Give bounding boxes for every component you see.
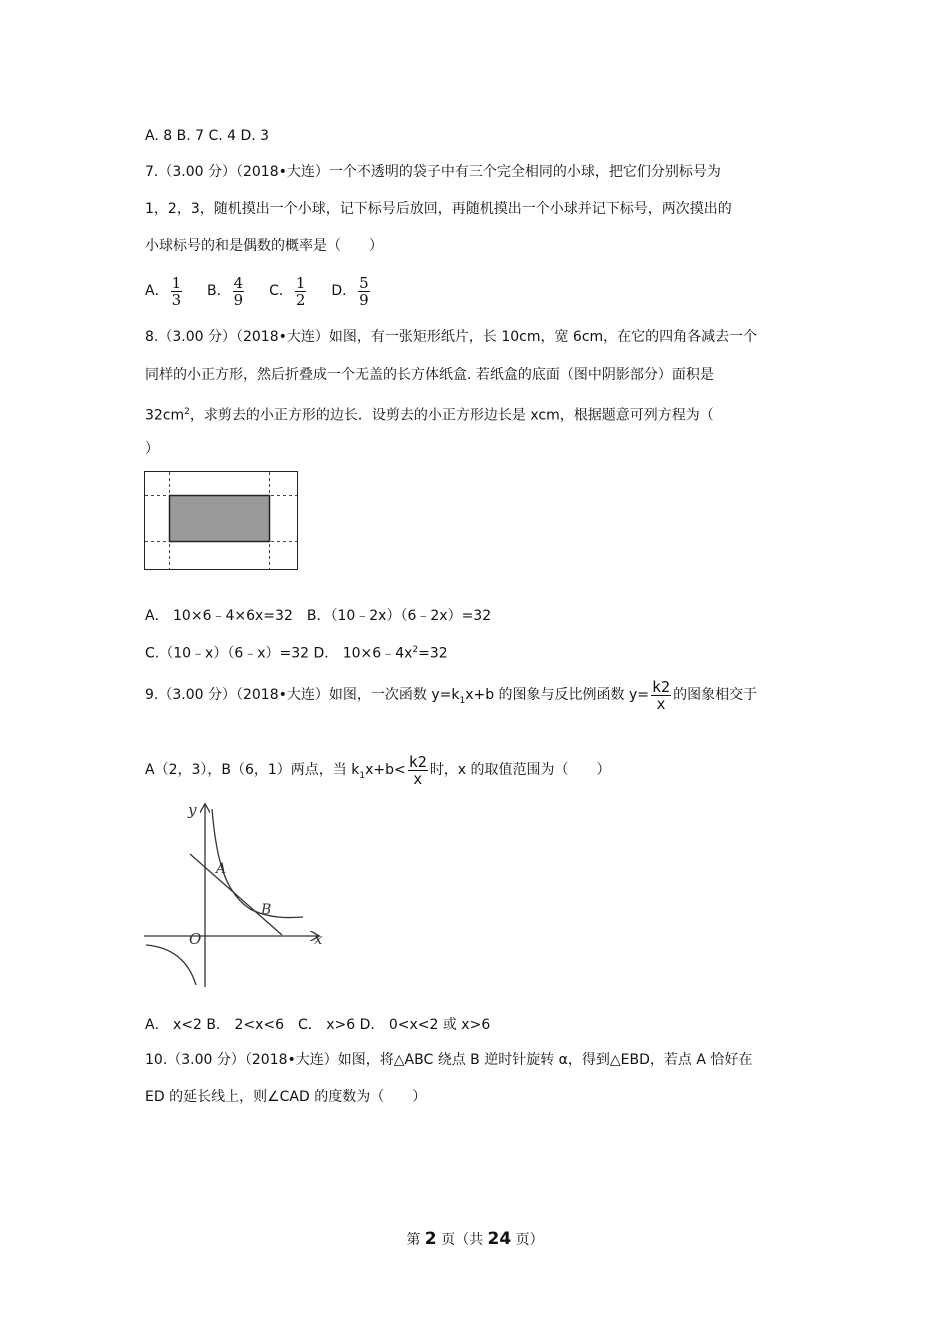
footer-prefix: 第 xyxy=(406,1232,425,1248)
current-page-number: 2 xyxy=(424,1229,437,1249)
q9-function-graph xyxy=(140,797,340,992)
q7-option-d-fraction xyxy=(358,275,370,308)
subscript: 1 xyxy=(359,770,366,781)
numerator: 5 xyxy=(359,273,369,292)
y-axis-label: y xyxy=(188,801,197,819)
hyperbola-branch-q3 xyxy=(146,945,196,985)
total-page-count: 24 xyxy=(487,1229,512,1249)
q7-option-d-label: D． xyxy=(331,283,357,299)
numerator: 1 xyxy=(295,273,306,292)
q8-option-d-tail: =32 xyxy=(418,645,448,662)
denominator: 3 xyxy=(171,290,182,309)
q8-text-line3 xyxy=(145,402,714,426)
q7-option-c-fraction xyxy=(295,275,307,308)
denominator: 9 xyxy=(359,290,369,309)
page-footer xyxy=(0,1229,950,1249)
denominator: x xyxy=(413,769,423,788)
q8-options-ab: A． 10×6﹣4×6x=32 B．（10﹣2x）（6﹣2x）=32 xyxy=(145,608,492,624)
superscript: 2 xyxy=(412,645,419,655)
q7-option-c-label: C． xyxy=(269,283,293,299)
q9-line1-c: 的图象相交于 xyxy=(673,687,758,703)
subscript-2: 2 xyxy=(417,752,427,771)
numerator xyxy=(651,679,671,696)
q9-options: A． x<2 B． 2<x<6 C． x>6 D． 0<x<2 或 x>6 xyxy=(145,1017,491,1033)
k2-over-x-fraction xyxy=(651,679,671,712)
linear-function-line xyxy=(190,854,282,935)
q8-option-cd-text: C.（10﹣x）（6﹣x）=32 D． 10×6﹣4x xyxy=(145,645,413,662)
q9-text-line1 xyxy=(145,672,757,724)
shaded-base xyxy=(170,496,270,542)
q10-text-line2: ED 的延长线上，则∠CAD 的度数为（ ） xyxy=(145,1089,427,1105)
q9-line2-a: A（2，3），B（6，1）两点，当 k xyxy=(145,762,360,778)
origin-label: O xyxy=(189,930,202,948)
q7-option-a-label: A． xyxy=(145,283,169,299)
k-symbol: k xyxy=(408,752,418,771)
q8-rectangle-figure xyxy=(144,471,300,572)
q7-option-b-label: B． xyxy=(207,283,231,299)
q9-line2-c: 时，x 的取值范围为（ ） xyxy=(429,762,611,778)
q9-line1-b: x+b 的图象与反比例函数 y= xyxy=(465,687,650,703)
k2-over-x-fraction xyxy=(408,754,428,787)
subscript-2: 2 xyxy=(661,677,671,696)
subscript: 1 xyxy=(459,695,466,706)
q8-text-line4: ） xyxy=(145,441,159,457)
q7-text-line3: 小球标号的和是偶数的概率是（ ） xyxy=(145,238,383,254)
q8-text-line1: 8.（3.00 分）（2018•大连）如图，有一张矩形纸片，长 10cm，宽 6cm，在它的四角各减去一个 xyxy=(145,329,758,345)
numerator: 4 xyxy=(233,273,244,292)
footer-suffix: 页） xyxy=(511,1232,544,1248)
q6-options: A. 8 B. 7 C. 4 D. 3 xyxy=(145,128,270,144)
denominator: 2 xyxy=(295,290,306,309)
point-b-label: B xyxy=(261,902,272,918)
q10-text-line1: 10.（3.00 分）（2018•大连）如图，将△ABC 绕点 B 逆时针旋转 α，得到△EBD，若点 A 恰好在 xyxy=(145,1052,753,1068)
q9-line2-b: x+b< xyxy=(365,762,406,778)
q7-options xyxy=(145,273,372,309)
q8-text-line3-rest: ，求剪去的小正方形的边长．设剪去的小正方形边长是 xcm，根据题意可列方程为（ xyxy=(189,407,714,424)
x-axis-label: x xyxy=(314,930,323,948)
q9-line1-a: 9.（3.00 分）（2018•大连）如图，一次函数 y=k xyxy=(145,687,460,703)
q9-text-line2 xyxy=(145,747,611,799)
denominator: x xyxy=(656,694,666,713)
q8-area-value: 32cm xyxy=(145,407,185,424)
q7-text-line2: 1，2，3，随机摸出一个小球，记下标号后放回，再随机摸出一个小球并记下标号，两次摸出的 xyxy=(145,201,732,217)
q8-text-line2: 同样的小正方形，然后折叠成一个无盖的长方体纸盒. 若纸盒的底面（图中阴影部分）面积是 xyxy=(145,367,714,383)
k-symbol: k xyxy=(652,677,662,696)
numerator: 1 xyxy=(171,273,182,292)
q7-text-line1: 7.（3.00 分）（2018•大连）一个不透明的袋子中有三个完全相同的小球，把它们分别标号为 xyxy=(145,164,721,180)
superscript: 2 xyxy=(184,407,190,417)
q7-option-a-fraction xyxy=(171,275,183,308)
point-a-label: A xyxy=(216,861,227,877)
q8-options-cd xyxy=(145,640,448,664)
numerator xyxy=(408,754,428,771)
q7-option-b-fraction xyxy=(233,275,245,308)
footer-middle: 页（共 xyxy=(436,1232,488,1248)
denominator: 9 xyxy=(233,290,244,309)
